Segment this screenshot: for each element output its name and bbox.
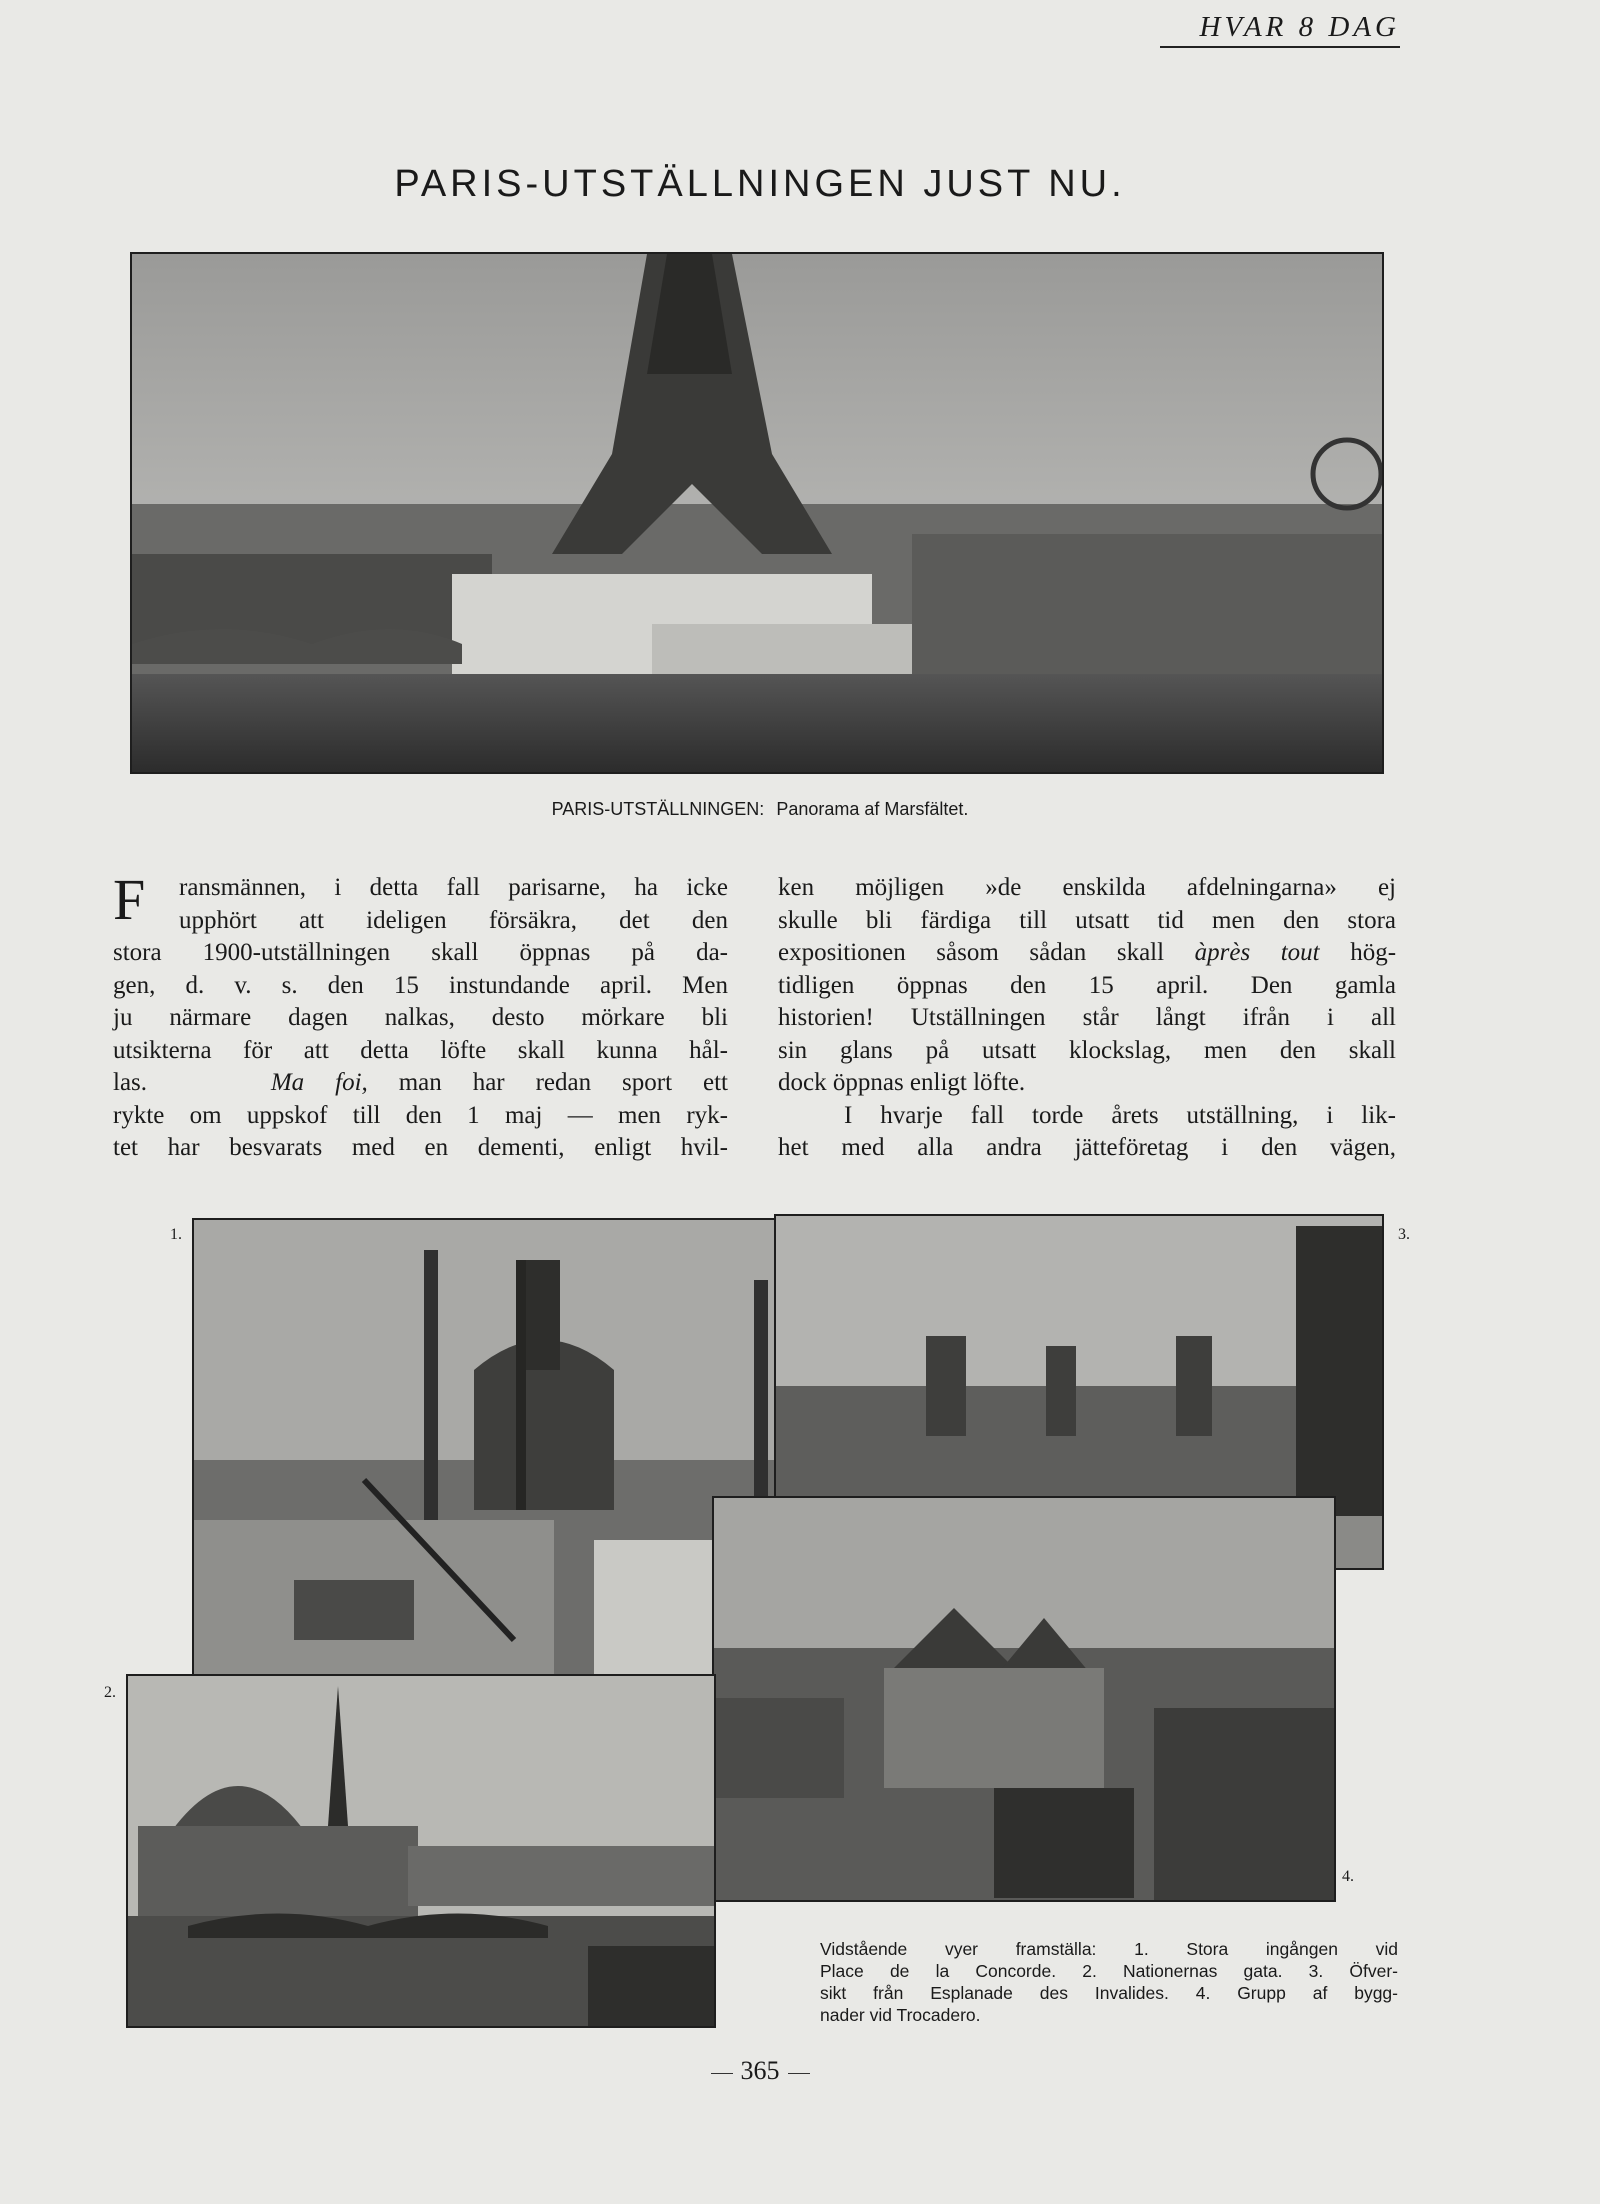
text-line: utsikterna för att detta löfte skall kunna hål-: [113, 1036, 728, 1064]
text-line: [778, 1100, 1396, 1133]
text-line: rykte om uppskof till den 1 maj — men ryk-: [113, 1101, 728, 1129]
running-head: HVAR 8 DAG: [1160, 10, 1400, 48]
caption-line: Place de la Concorde. 2. Nationernas gata. 3. Öfver-: [820, 1961, 1398, 1981]
page-number-footer: [0, 2056, 1520, 2086]
folio-dash: [711, 2073, 733, 2074]
italic-phrase: àprès tout: [1194, 939, 1320, 966]
text-line: upphört att ideligen försäkra, det den: [179, 906, 728, 934]
text-line: tidligen öppnas den 15 april. Den gamla: [778, 971, 1396, 999]
text-line: historien! Utställningen står långt ifrån i all: [778, 1004, 1396, 1031]
figure-number-4: 4.: [1342, 1868, 1354, 1885]
text-fragment: expositionen såsom sådan skall: [778, 939, 1165, 966]
text-line: dock öppnas enligt löfte.: [778, 1069, 1026, 1096]
figure-number-1: 1.: [170, 1226, 182, 1243]
panorama-caption: [0, 799, 1520, 820]
text-line-mixed: [113, 1067, 728, 1100]
drop-cap: F: [113, 867, 146, 932]
text-line: ransmännen, i detta fall parisarne, ha icke: [179, 874, 728, 901]
text-line: het med alla andra jätteföretag i den vägen,: [778, 1134, 1396, 1161]
text-line: ju närmare dagen nalkas, desto mörkare bli: [113, 1004, 728, 1031]
text-line: skulle bli färdiga till utsatt tid men den stora: [778, 906, 1396, 934]
article-column-1: [113, 867, 728, 1165]
text-line: tet har besvarats med en dementi, enligt hvil-: [113, 1134, 728, 1161]
text-line: stora 1900-utställningen skall öppnas på da-: [113, 939, 728, 966]
caption-line: nader vid Trocadero.: [820, 2005, 981, 2025]
page-number: 365: [740, 2056, 780, 2085]
folio-dash: [788, 2073, 810, 2074]
text-fragment: man har redan sport ett: [398, 1069, 728, 1096]
caption-line: sikt från Esplanade des Invalides. 4. Grupp af bygg-: [820, 1983, 1398, 2003]
panorama-caption-text: Panorama af Marsfältet.: [776, 799, 969, 819]
text-fragment: I hvarje fall torde årets utställning, i lik-: [844, 1101, 1396, 1129]
figure-number-3: 3.: [1398, 1226, 1410, 1243]
text-fragment: hög-: [1350, 939, 1397, 966]
article-title: PARIS-UTSTÄLLNINGEN JUST NU.: [394, 163, 1126, 205]
article-column-2: [778, 872, 1396, 1165]
views-caption: [820, 1938, 1398, 2026]
text-fragment: las.: [113, 1069, 148, 1096]
text-line: ken möjligen »de enskilda afdelningarna» ej: [778, 874, 1396, 901]
panorama-photo: [130, 252, 1384, 774]
italic-phrase: Ma foi,: [270, 1069, 368, 1096]
text-line: gen, d. v. s. den 15 instundande april. Men: [113, 971, 728, 999]
photo-4: [712, 1496, 1336, 1902]
text-line-mixed: [778, 937, 1396, 970]
text-line: sin glans på utsatt klockslag, men den skall: [778, 1036, 1396, 1064]
photo-1: [192, 1218, 776, 1676]
panorama-caption-label: PARIS-UTSTÄLLNINGEN:: [551, 799, 765, 819]
figure-number-2: 2.: [104, 1684, 116, 1701]
caption-line: Vidstående vyer framställa: 1. Stora ingången vid: [820, 1939, 1398, 1959]
photo-2: [126, 1674, 716, 2028]
